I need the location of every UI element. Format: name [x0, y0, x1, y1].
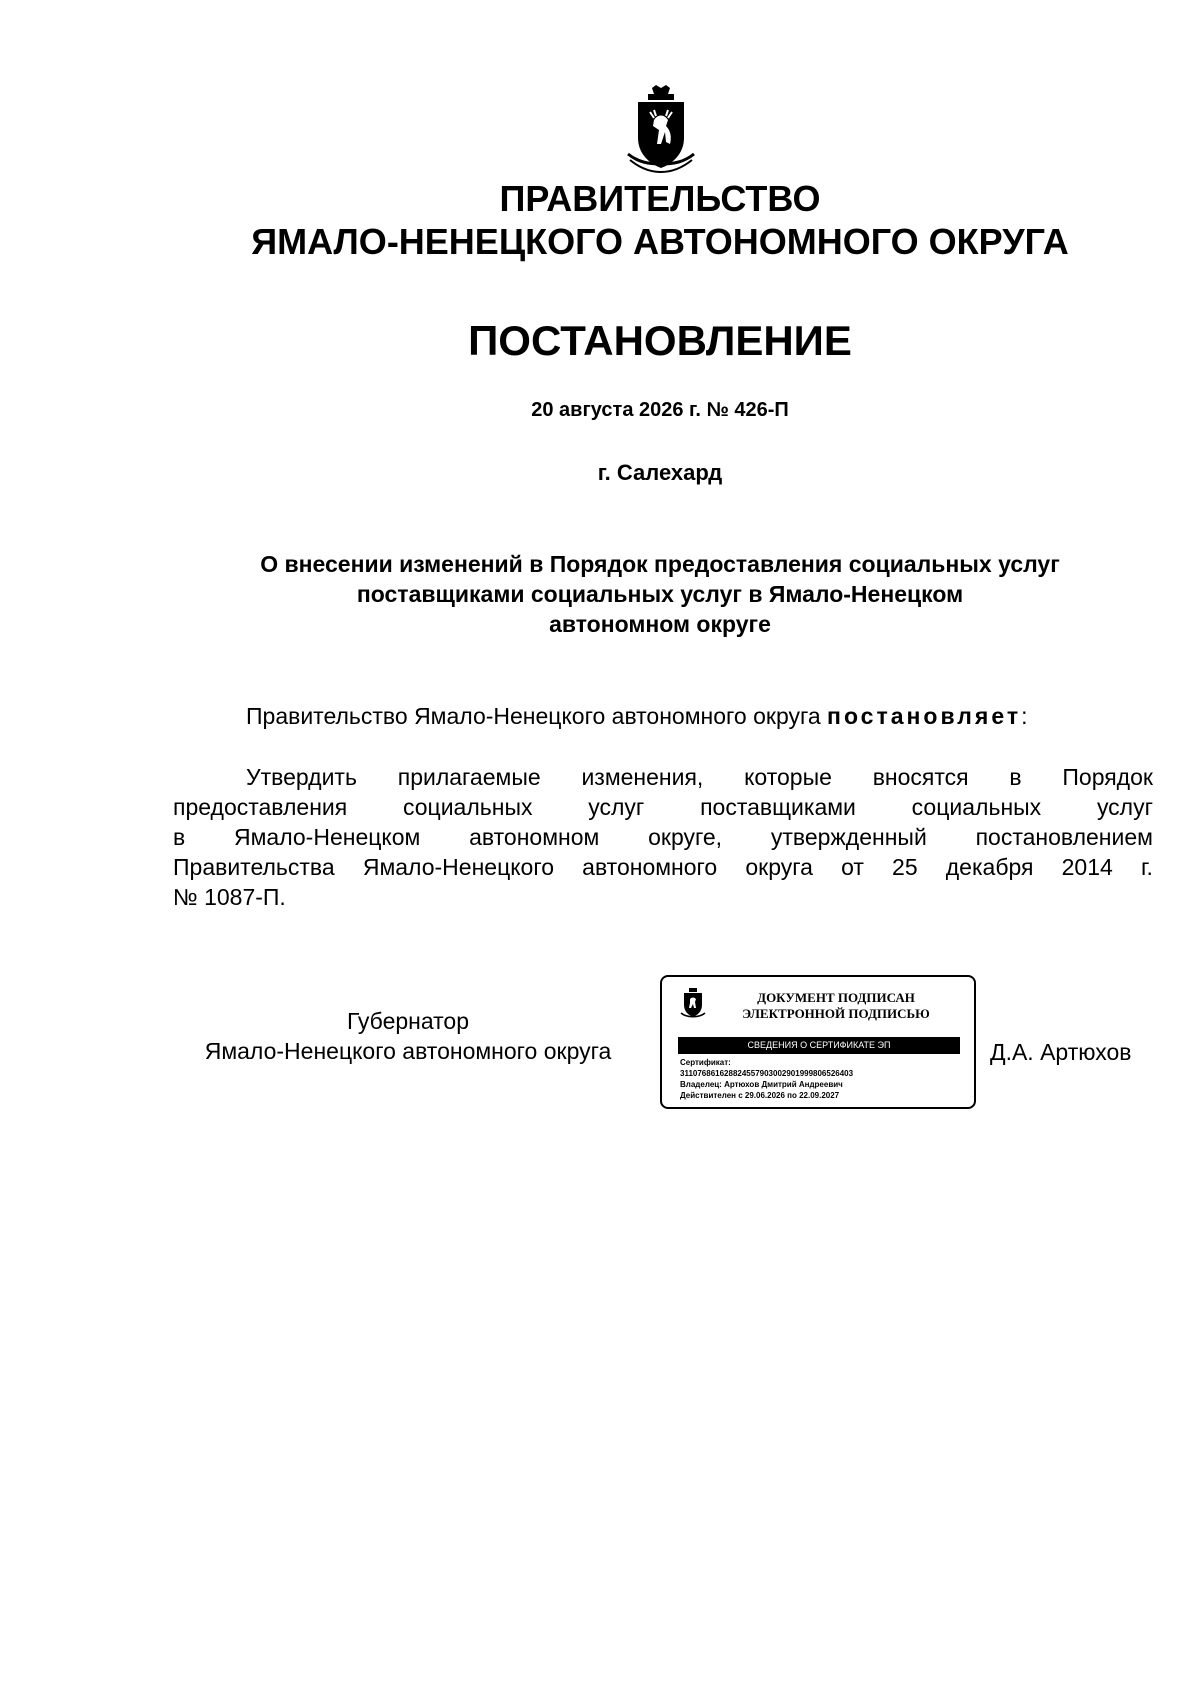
stamp-certificate-bar: СВЕДЕНИЯ О СЕРТИФИКАТЕ ЭП — [678, 1037, 960, 1054]
body-paragraph — [173, 762, 1153, 912]
body-line — [173, 792, 1153, 822]
body-word: Утвердить — [246, 764, 357, 790]
signatory-title-line1: Губернатор — [346, 1008, 470, 1034]
body-line — [173, 822, 1153, 852]
stamp-cert-label: Сертификат: — [680, 1058, 731, 1067]
preamble-emphasis: постановляет — [827, 703, 1022, 729]
body-word: Ямало-Ненецком — [234, 824, 421, 850]
body-word: утвержденный — [770, 824, 927, 850]
body-word: округа — [745, 854, 813, 880]
body-word: в — [1009, 764, 1022, 790]
preamble-tail: : — [1021, 703, 1028, 729]
body-word: вносятся — [872, 764, 969, 790]
body-word: Порядок — [1062, 764, 1153, 790]
body-word: декабря — [945, 854, 1034, 880]
stamp-heading-line2: ЭЛЕКТРОННОЙ ПОДПИСЬЮ — [742, 1006, 930, 1021]
body-word: 2014 — [1061, 854, 1113, 880]
stamp-heading-line1: ДОКУМЕНТ ПОДПИСАН — [757, 990, 915, 1005]
body-word: которые — [744, 764, 832, 790]
body-word: предоставления — [173, 794, 348, 820]
body-word: в — [173, 824, 186, 850]
subject-line2: поставщиками социальных услуг в Ямало-Ненецком — [356, 581, 964, 607]
signatory-name: Д.А. Артюхов — [990, 1039, 1132, 1065]
organization-title — [0, 177, 1200, 263]
body-word: постановлением — [975, 824, 1153, 850]
organization-title-line1: ПРАВИТЕЛЬСТВО — [499, 178, 821, 219]
date-and-number: 20 августа 2026 г. № 426-П — [531, 399, 789, 421]
subject-line1: О внесении изменений в Порядок предоставления социальных услуг — [260, 551, 1060, 577]
coat-of-arms-emblem — [624, 84, 698, 176]
signatory-title-line2: Ямало-Ненецкого автономного округа — [204, 1038, 612, 1064]
city: г. Салехард — [597, 460, 723, 485]
preamble-text: Правительство Ямало-Ненецкого автономного округа — [246, 703, 828, 729]
body-word: прилагаемые — [397, 764, 541, 790]
body-word: социальных — [402, 794, 533, 820]
document-type: ПОСТАНОВЛЕНИЕ — [468, 317, 852, 364]
body-line — [173, 882, 1153, 912]
body-word: автономного — [582, 854, 718, 880]
body-line — [173, 852, 1153, 882]
stamp-cert-number: 311076861628824557903002901999806526403 — [680, 1069, 854, 1078]
stamp-heading — [712, 990, 960, 1022]
preamble — [246, 701, 1027, 731]
body-word: автономном — [469, 824, 600, 850]
stamp-owner: Владелец: Артюхов Дмитрий Андреевич — [680, 1080, 843, 1089]
stamp-certificate-info — [680, 1057, 853, 1101]
stamp-validity: Действителен с 29.06.2026 по 22.09.2027 — [680, 1091, 840, 1100]
body-word: № 1087-П. — [173, 884, 286, 910]
body-word: Правительства — [173, 854, 335, 880]
body-word: услуг — [1096, 794, 1153, 820]
body-word: социальных — [911, 794, 1042, 820]
body-line — [173, 762, 1153, 792]
stamp-emblem-icon — [680, 987, 706, 1021]
body-word: 25 — [892, 854, 918, 880]
body-word: г. — [1140, 854, 1153, 880]
organization-title-line2: ЯМАЛО-НЕНЕЦКОГО АВТОНОМНОГО ОКРУГА — [251, 221, 1069, 262]
electronic-signature-stamp — [660, 975, 976, 1109]
body-word: изменения, — [581, 764, 704, 790]
signatory-title — [173, 1006, 643, 1066]
body-word: от — [841, 854, 864, 880]
subject-line3: автономном округе — [549, 611, 771, 637]
document-subject — [180, 549, 1140, 639]
body-word: поставщиками — [700, 794, 856, 820]
body-word: услуг — [588, 794, 645, 820]
body-word: Ямало-Ненецкого — [362, 854, 555, 880]
body-word: округе, — [648, 824, 723, 850]
